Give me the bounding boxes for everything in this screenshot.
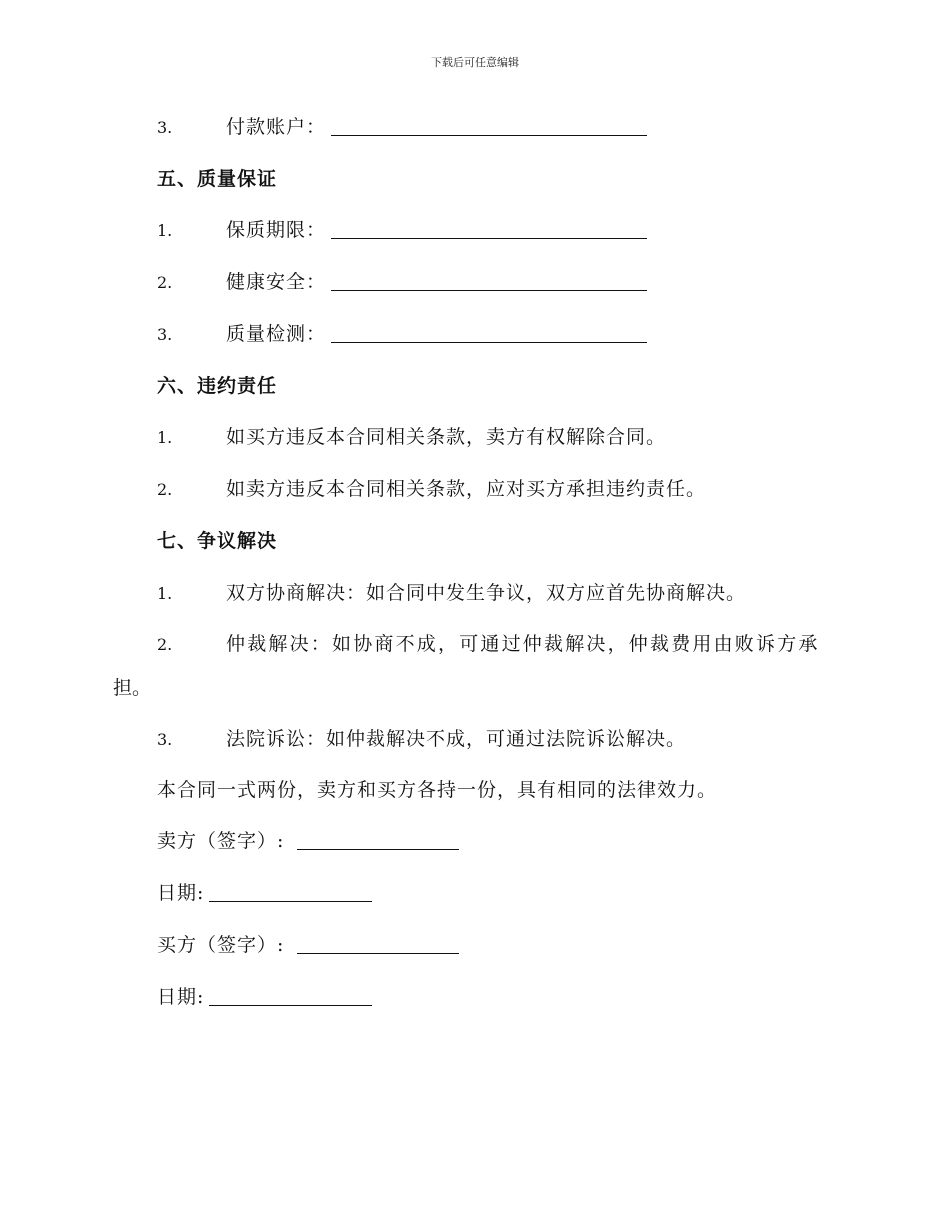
item-number: 1. xyxy=(157,584,173,603)
dispute-clause-text: 法院诉讼：如仲裁解决不成，可通过法院诉讼解决。 xyxy=(226,728,687,750)
item-number: 2. xyxy=(157,480,173,499)
shelf-life-label: 保质期限： xyxy=(226,219,327,241)
section-heading-quality: 五、质量保证 xyxy=(157,168,278,190)
buyer-signature-label: 买方（签字）: xyxy=(157,934,285,956)
payment-account-blank xyxy=(331,134,647,136)
dispute-clause-text: 仲裁解决：如协商不成，可通过仲裁解决，仲裁费用由败诉方承 xyxy=(226,633,820,655)
item-number: 3. xyxy=(157,325,173,344)
buyer-date-blank xyxy=(209,1004,372,1006)
quality-inspection-label: 质量检测： xyxy=(226,323,327,345)
seller-signature-label: 卖方（签字）: xyxy=(157,830,285,852)
seller-signature-blank xyxy=(297,848,459,850)
item-number: 3. xyxy=(157,118,173,137)
item-number: 1. xyxy=(157,221,173,240)
breach-clause-text: 如买方违反本合同相关条款，卖方有权解除合同。 xyxy=(226,426,667,448)
buyer-date-label: 日期: xyxy=(157,986,205,1008)
item-number: 1. xyxy=(157,428,173,447)
seller-date-blank xyxy=(209,900,372,902)
seller-date-label: 日期: xyxy=(157,882,205,904)
buyer-signature-blank xyxy=(297,952,459,954)
closing-statement: 本合同一式两份，卖方和买方各持一份，具有相同的法律效力。 xyxy=(157,779,718,801)
quality-inspection-blank xyxy=(331,341,647,343)
item-number: 2. xyxy=(157,635,173,654)
health-safety-blank xyxy=(331,289,647,291)
page-header: 下载后可任意编辑 xyxy=(431,56,519,69)
shelf-life-blank xyxy=(331,237,647,239)
payment-account-label: 付款账户： xyxy=(226,116,327,138)
item-number: 2. xyxy=(157,273,173,292)
breach-clause-text: 如卖方违反本合同相关条款，应对买方承担违约责任。 xyxy=(226,478,707,500)
item-number: 3. xyxy=(157,730,173,749)
section-heading-dispute: 七、争议解决 xyxy=(157,530,278,552)
dispute-clause-continuation: 担。 xyxy=(113,677,152,699)
section-heading-breach: 六、违约责任 xyxy=(157,375,278,397)
health-safety-label: 健康安全： xyxy=(226,271,327,293)
dispute-clause-text: 双方协商解决：如合同中发生争议，双方应首先协商解决。 xyxy=(226,582,747,604)
